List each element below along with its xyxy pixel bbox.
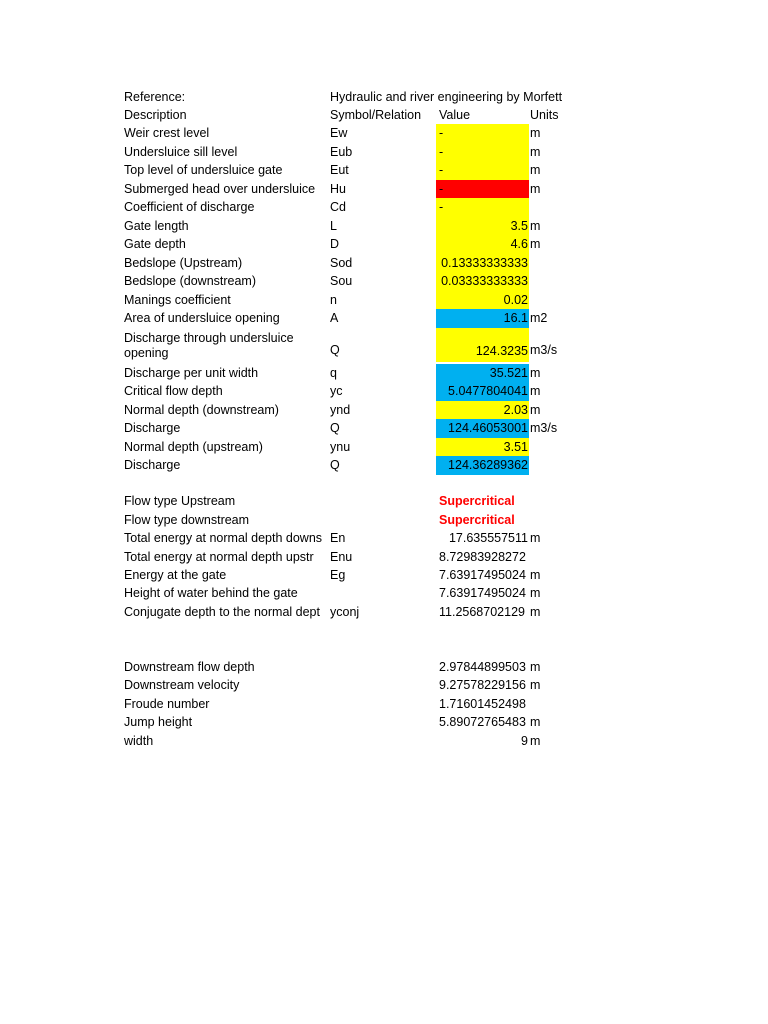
value-cell[interactable]: 3.5 — [436, 217, 529, 236]
description-cell[interactable]: Height of water behind the gate — [124, 586, 298, 600]
description-cell[interactable]: Discharge through undersluice opening — [124, 331, 294, 360]
value-header[interactable]: Value — [439, 108, 471, 122]
table-row — [0, 328, 768, 362]
table-row — [0, 529, 768, 548]
unit-cell[interactable]: m — [530, 366, 541, 380]
unit-cell[interactable]: m3/s — [530, 421, 558, 435]
table-row — [0, 143, 768, 162]
symbol-header[interactable]: Symbol/Relation — [330, 108, 422, 122]
table-row — [0, 401, 768, 420]
table-row — [0, 235, 768, 254]
symbol-cell[interactable]: ynu — [330, 439, 351, 454]
symbol-cell[interactable]: L — [330, 218, 337, 233]
unit-cell[interactable]: m — [530, 604, 541, 619]
value-cell[interactable]: 4.6 — [436, 235, 529, 254]
unit-cell[interactable]: m — [530, 678, 541, 692]
table-row — [0, 198, 768, 217]
unit-cell[interactable]: m — [530, 163, 541, 177]
table-row — [0, 695, 768, 714]
symbol-cell[interactable]: yc — [330, 384, 343, 398]
description-cell[interactable]: Flow type Upstream — [124, 494, 236, 508]
description-cell[interactable]: Reference: — [124, 90, 186, 104]
table-row — [0, 603, 768, 622]
table-row — [0, 180, 768, 199]
description-cell[interactable]: Total energy at normal depth downs — [124, 531, 323, 545]
description-cell[interactable]: Coefficient of discharge — [124, 200, 255, 214]
unit-cell[interactable]: m — [530, 659, 541, 674]
description-cell[interactable]: Gate depth — [124, 237, 186, 251]
table-row — [0, 438, 768, 457]
table-row — [0, 548, 768, 567]
table-row — [0, 658, 768, 677]
description-cell[interactable]: Top level of undersluice gate — [124, 163, 283, 177]
description-cell[interactable]: Froude number — [124, 696, 210, 711]
table-row — [0, 584, 768, 603]
units-header[interactable]: Units — [530, 108, 559, 122]
value-cell[interactable]: - — [436, 124, 529, 143]
unit-cell[interactable]: m — [530, 237, 541, 251]
symbol-cell[interactable]: Hu — [330, 181, 346, 196]
description-cell[interactable]: Jump height — [124, 715, 193, 729]
value-cell[interactable]: 7.63917495024 — [439, 568, 526, 582]
description-cell[interactable]: Weir crest level — [124, 126, 210, 140]
description-cell[interactable]: Bedslope (downstream) — [124, 274, 257, 288]
description-cell[interactable]: Total energy at normal depth upstr — [124, 549, 314, 564]
table-row — [0, 217, 768, 236]
symbol-cell[interactable]: ynd — [330, 402, 351, 417]
table-row — [0, 254, 768, 273]
table-row — [0, 456, 768, 475]
table-row — [0, 566, 768, 585]
symbol-cell[interactable]: Ew — [330, 126, 348, 140]
value-cell[interactable]: 2.03 — [436, 401, 529, 420]
value-cell[interactable]: 7.63917495024 — [439, 586, 526, 600]
table-row — [0, 364, 768, 383]
table-row — [0, 88, 768, 107]
description-cell[interactable]: Discharge — [124, 421, 181, 435]
value-cell[interactable]: 9 — [521, 733, 528, 748]
value-cell[interactable]: 17.635557511 — [448, 531, 528, 545]
symbol-cell[interactable]: q — [330, 366, 337, 380]
table-row — [0, 124, 768, 143]
value-cell[interactable]: 124.3235 — [436, 328, 529, 362]
symbol-cell[interactable]: Sou — [330, 274, 353, 288]
value-cell[interactable]: 35.521 — [436, 364, 529, 383]
symbol-cell[interactable]: A — [330, 311, 339, 325]
description-cell[interactable]: Critical flow depth — [124, 384, 223, 398]
value-cell[interactable]: - — [436, 198, 529, 217]
flow-type-downstream-value[interactable]: Supercritical — [439, 512, 515, 527]
value-cell[interactable]: 124.46053001 — [436, 419, 529, 438]
symbol-cell[interactable]: Enu — [330, 549, 353, 564]
symbol-cell[interactable]: n — [330, 292, 337, 307]
unit-cell[interactable]: m3/s — [530, 343, 558, 357]
description-cell[interactable]: Submerged head over undersluice — [124, 181, 316, 196]
table-row — [0, 382, 768, 401]
unit-cell[interactable]: m — [530, 384, 541, 398]
unit-cell[interactable]: m — [530, 531, 541, 545]
unit-cell[interactable]: m2 — [530, 311, 548, 325]
symbol-cell[interactable]: Eub — [330, 144, 353, 159]
symbol-cell[interactable]: Eut — [330, 163, 349, 177]
description-cell[interactable]: Downstream velocity — [124, 678, 240, 692]
table-row — [0, 291, 768, 310]
value-cell[interactable]: 0.13333333333 — [436, 254, 529, 273]
unit-cell[interactable]: m — [530, 402, 541, 417]
value-cell[interactable]: 9.27578229156 — [439, 678, 526, 692]
symbol-cell[interactable]: Q — [330, 343, 340, 357]
table-row — [0, 492, 768, 511]
description-cell[interactable]: Discharge — [124, 458, 181, 472]
unit-cell[interactable]: m — [530, 715, 541, 729]
description-cell[interactable]: Area of undersluice opening — [124, 311, 280, 325]
symbol-cell[interactable]: Q — [330, 458, 340, 472]
symbol-cell[interactable]: Cd — [330, 200, 346, 214]
table-row — [0, 272, 768, 291]
description-cell[interactable]: Normal depth (downstream) — [124, 402, 279, 417]
symbol-cell[interactable]: En — [330, 531, 346, 545]
value-cell[interactable]: 1.71601452498 — [439, 696, 526, 711]
table-row — [0, 732, 768, 751]
unit-cell[interactable]: m — [530, 568, 541, 582]
description-cell[interactable]: width — [124, 733, 154, 748]
description-header[interactable]: Description — [124, 108, 187, 122]
value-cell[interactable]: 5.89072765483 — [439, 715, 526, 729]
value-cell[interactable]: - — [436, 143, 529, 162]
table-row — [0, 419, 768, 438]
symbol-cell[interactable]: yconj — [330, 604, 360, 619]
table-row — [0, 511, 768, 530]
unit-cell[interactable]: m — [530, 733, 541, 748]
symbol-cell[interactable]: Q — [330, 421, 340, 435]
value-cell[interactable]: 16.1 — [436, 309, 529, 328]
description-cell[interactable]: Energy at the gate — [124, 568, 227, 582]
description-cell[interactable]: Discharge per unit width — [124, 366, 259, 380]
description-cell[interactable]: Manings coefficient — [124, 292, 231, 307]
header-row — [0, 106, 768, 125]
value-cell[interactable]: 8.72983928272 — [439, 549, 526, 564]
value-cell[interactable]: 2.97844899503 — [439, 659, 526, 674]
description-cell[interactable]: Flow type downstream — [124, 512, 250, 527]
value-cell[interactable]: 11.2568702129 — [439, 604, 525, 619]
description-cell[interactable]: Conjugate depth to the normal dept — [124, 604, 320, 619]
unit-cell[interactable]: m — [530, 586, 541, 600]
table-row — [0, 676, 768, 695]
symbol-cell[interactable]: Eg — [330, 568, 346, 582]
value-cell[interactable]: - — [436, 161, 529, 180]
reference-cell[interactable]: Hydraulic and river engineering by Morfett — [330, 90, 563, 104]
value-cell[interactable]: - — [436, 180, 529, 199]
value-cell[interactable]: 0.03333333333 — [436, 272, 529, 291]
value-cell[interactable]: 0.02 — [436, 291, 529, 310]
unit-cell[interactable]: m — [530, 181, 541, 196]
value-cell[interactable]: 3.51 — [436, 438, 529, 457]
unit-cell[interactable]: m — [530, 218, 541, 233]
unit-cell[interactable]: m — [530, 144, 541, 159]
description-cell[interactable]: Bedslope (Upstream) — [124, 255, 243, 270]
value-cell[interactable]: 124.36289362 — [436, 456, 529, 475]
table-row — [0, 309, 768, 328]
flow-type-upstream-value[interactable]: Supercritical — [439, 494, 515, 508]
description-cell[interactable]: Normal depth (upstream) — [124, 439, 263, 454]
symbol-cell[interactable]: Sod — [330, 255, 353, 270]
unit-cell[interactable]: m — [530, 126, 541, 140]
description-cell[interactable]: Gate length — [124, 218, 189, 233]
table-row — [0, 161, 768, 180]
value-cell[interactable]: 5.0477804041 — [436, 382, 529, 401]
table-row — [0, 713, 768, 732]
symbol-cell[interactable]: D — [330, 237, 340, 251]
description-cell[interactable]: Downstream flow depth — [124, 659, 255, 674]
description-cell[interactable]: Undersluice sill level — [124, 144, 238, 159]
